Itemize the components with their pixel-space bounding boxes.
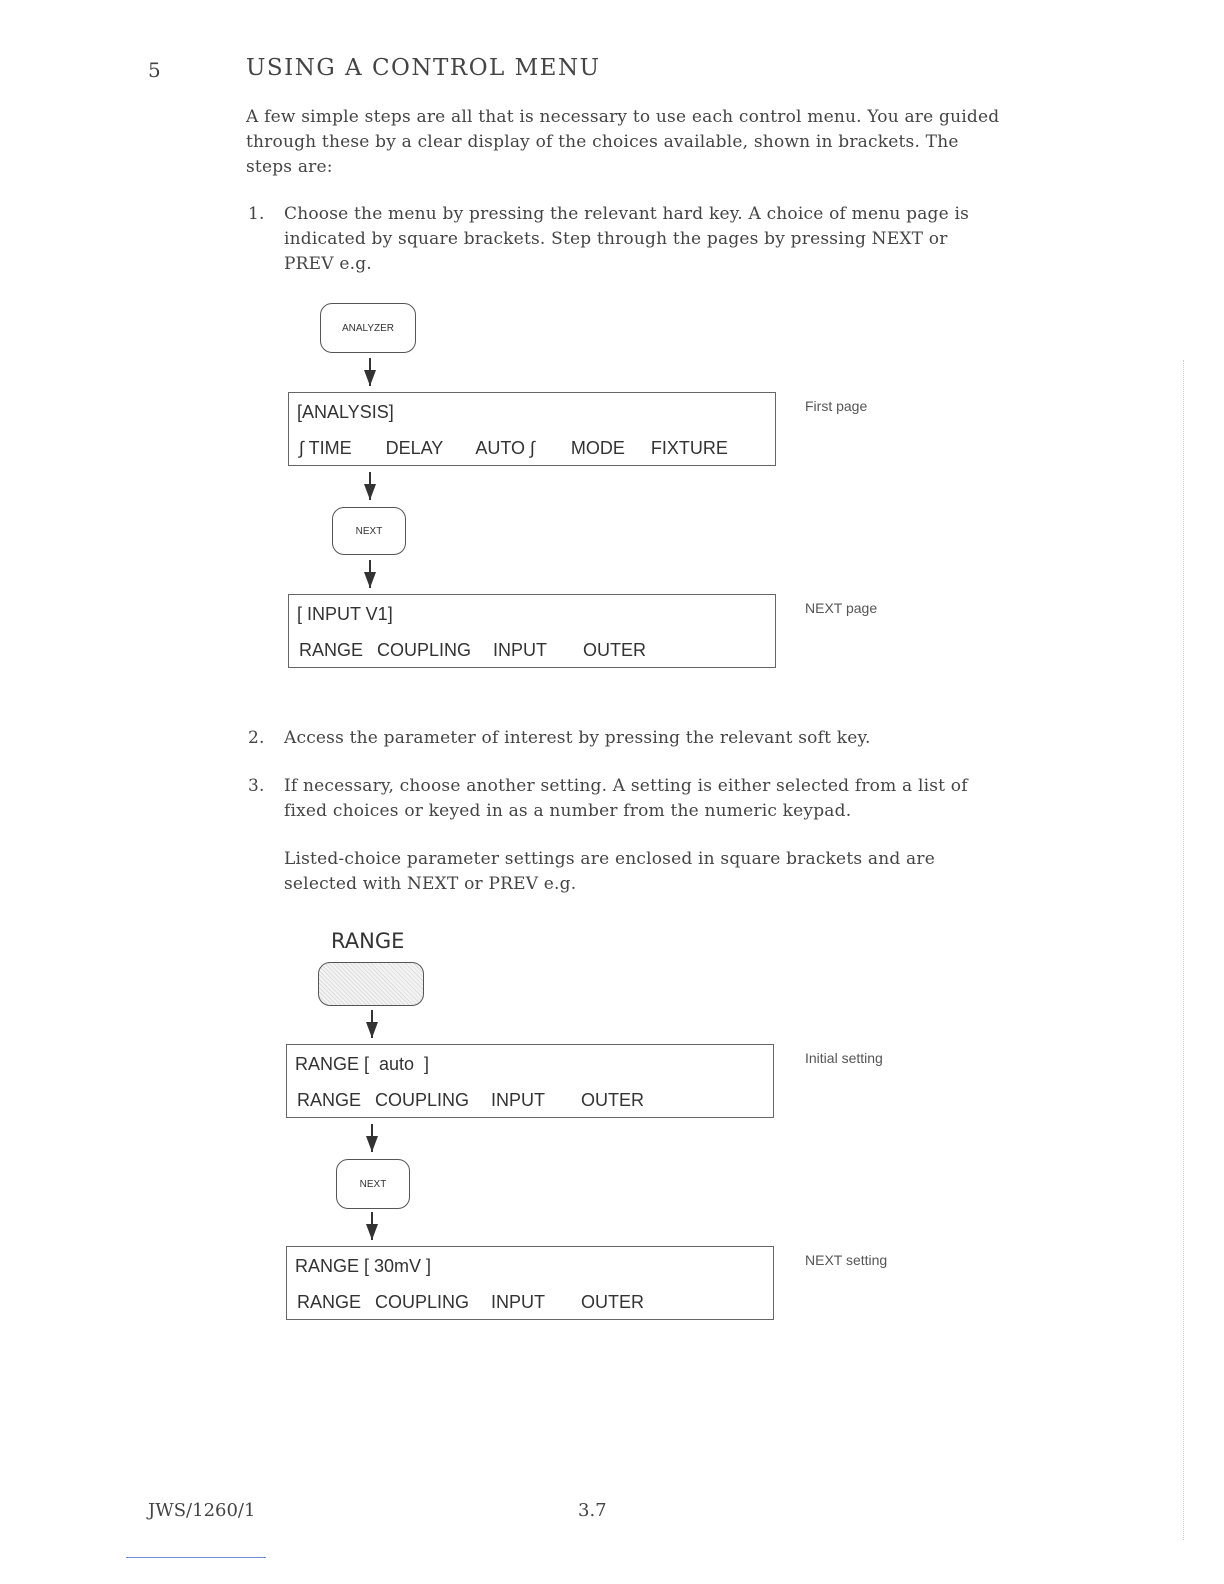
softkey-label: RANGE [299,640,364,660]
softkey-row [299,639,646,661]
softkey-row [299,437,728,459]
step-number: 1. [248,204,265,224]
page-number: 3.7 [578,1500,607,1521]
display-initial-setting [286,1044,774,1118]
softkey-label: INPUT [491,1090,546,1110]
section-title: USING A CONTROL MENU [246,55,601,81]
display-next-page [288,594,776,668]
text-line: steps are: [246,157,333,177]
softkey-label: AUTO ∫ [475,438,535,458]
text-line: fixed choices or keyed in as a number from the numeric keypad. [284,801,852,821]
step-2-text: Access the parameter of interest by pressing the relevant soft key. [284,728,871,748]
side-label: First page [805,398,868,414]
softkey-row [297,1291,644,1313]
softkey-label: DELAY [385,438,444,458]
display-next-setting [286,1246,774,1320]
display-title: [ANALYSIS] [297,402,394,422]
softkey-label: COUPLING [375,1090,470,1110]
step-number: 3. [248,776,265,796]
softkey-label: OUTER [581,1292,645,1312]
listed-choice-paragraph [284,847,935,897]
side-label: NEXT setting [805,1252,888,1268]
text-line: A few simple steps are all that is necessary to use each control menu. You are guided [246,107,1000,127]
softkey-label: ∫ TIME [299,438,352,458]
display-title: [ INPUT V1] [297,604,393,624]
display-title: RANGE [ auto ] [295,1054,430,1074]
section-number: 5 [148,58,161,82]
text-line: PREV e.g. [284,254,372,274]
footer-rule [126,1557,266,1558]
softkey-label: FIXTURE [650,438,728,458]
scan-edge [1183,360,1185,1540]
intro-paragraph [246,105,999,180]
range-soft-key [318,962,424,1006]
softkey-label: RANGE [297,1090,362,1110]
text-line: indicated by square brackets. Step through the pages by pressing NEXT or [284,229,948,249]
step-3-text [284,774,968,824]
text-line: If necessary, choose another setting. A setting is either selected from a list of [284,776,968,796]
softkey-label: INPUT [493,640,548,660]
display-title: RANGE [ 30mV ] [295,1256,432,1276]
step-1-text [284,202,969,277]
softkey-label: RANGE [297,1292,362,1312]
analyzer-hard-key: ANALYZER [320,303,416,353]
softkey-label: COUPLING [375,1292,470,1312]
softkey-label: COUPLING [377,640,472,660]
softkey-label: INPUT [491,1292,546,1312]
range-key-label: RANGE [331,929,405,953]
softkey-label: MODE [570,438,625,458]
text-line: selected with NEXT or PREV e.g. [284,874,577,894]
document-id: JWS/1260/1 [148,1500,256,1521]
display-first-page [288,392,776,466]
softkey-label: OUTER [583,640,647,660]
side-label: NEXT page [805,600,878,616]
softkey-row [297,1089,644,1111]
next-key: NEXT [332,507,406,555]
text-line: Choose the menu by pressing the relevant hard key. A choice of menu page is [284,204,970,224]
text-line: through these by a clear display of the choices available, shown in brackets. The [246,132,959,152]
softkey-label: OUTER [581,1090,645,1110]
next-key: NEXT [336,1159,410,1209]
step-number: 2. [248,728,265,748]
side-label: Initial setting [805,1050,883,1066]
text-line: Listed-choice parameter settings are enclosed in square brackets and are [284,849,935,869]
